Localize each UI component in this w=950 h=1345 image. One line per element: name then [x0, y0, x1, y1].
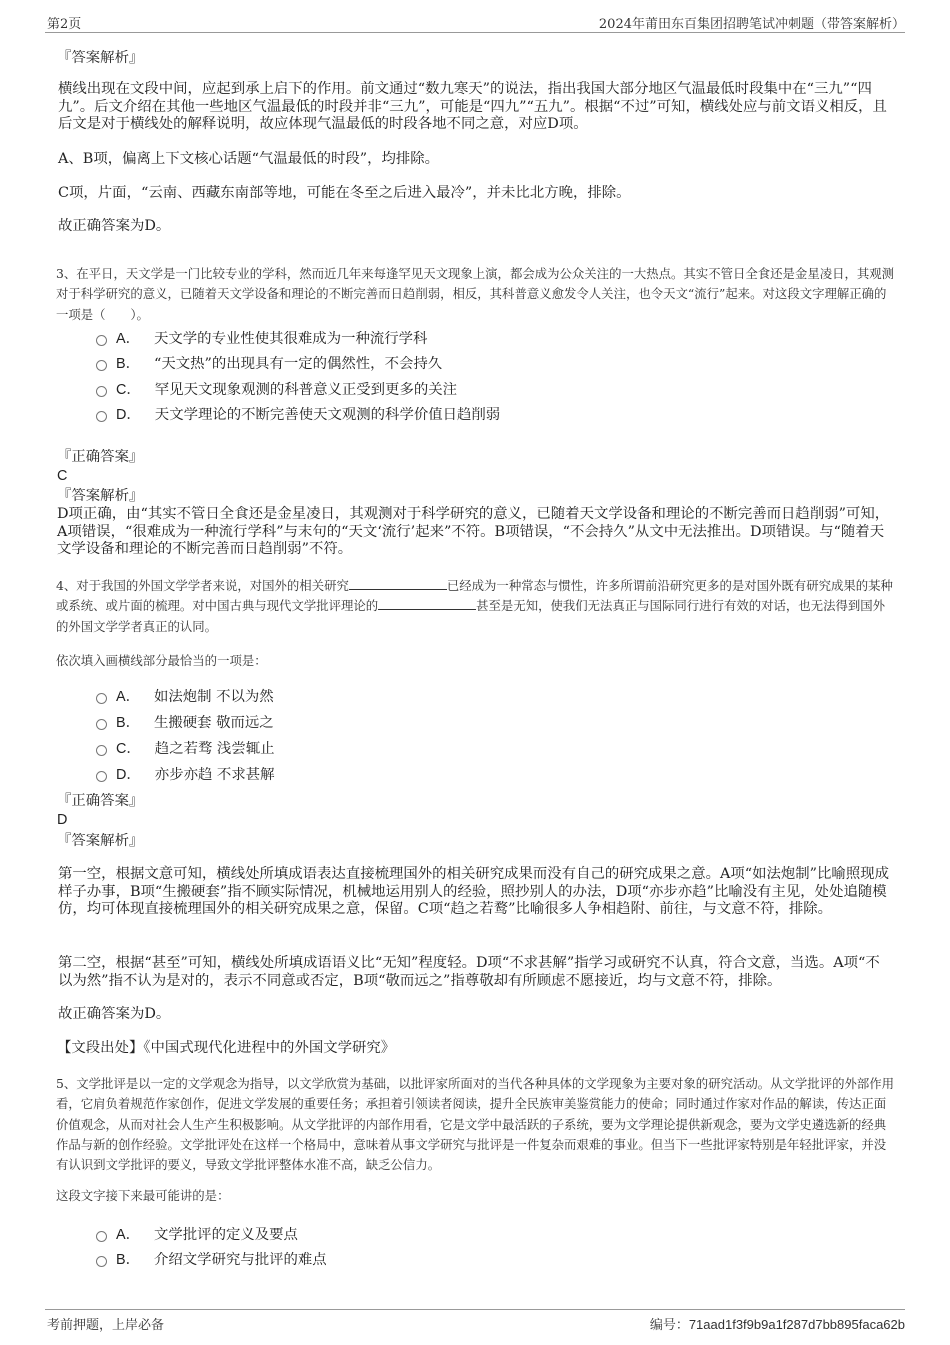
- q3-option-a[interactable]: A． 天文学的专业性使其很难成为一种流行学科: [96, 330, 427, 348]
- header-rule: [45, 32, 905, 33]
- q3-option-d[interactable]: D． 天文学理论的不断完善使天文观测的科学价值日趋削弱: [96, 406, 500, 424]
- q4-option-b[interactable]: B． 生搬硬套 敬而远之: [96, 714, 274, 732]
- radio-icon[interactable]: [96, 771, 107, 782]
- analysis-paragraph: C项，片面，“云南、西藏东南部等地，可能在冬至之后进入最冷”，并未比北方晚，排除。: [58, 185, 631, 201]
- radio-icon[interactable]: [96, 360, 107, 371]
- page-number: 第2页: [47, 17, 82, 32]
- source-citation: 【文段出处】《中国式现代化进程中的外国文学研究》: [57, 1040, 396, 1056]
- analysis-paragraph: D项正确，由“其实不管日全食还是金星凌日，其观测对于科学研究的意义，已随着天文学设备和理论的不断完善而日趋削弱”可知，A项错误，“很难成为一种流行学科”与末句的“天文‘流行’起来”不符。B项错误，“不会持久”从文中无法推出。D项错误。与“随着天文学设备和理论的不断完善而日趋削弱”不符。: [57, 506, 890, 558]
- document-title: 2024年莆田东百集团招聘笔试冲刺题（带答案解析）: [598, 17, 905, 32]
- question-3-stem: 3、在平日，天文学是一门比较专业的学科，然而近几年来每逢罕见天文现象上演，都会成为公众关注的一大热点。其实不管日全食还是金星凌日，其观测对于科学研究的意义，已随着天文学设备和理论的不断完善而日趋削弱，相反，其科普意义愈发令人关注，也令天文“流行”起来。对这段文字理解正确的一项是（ ）。: [56, 266, 895, 322]
- q5-option-b[interactable]: B． 介绍文学研究与批评的难点: [96, 1251, 327, 1269]
- analysis-paragraph: A、B项，偏离上下文核心话题“气温最低的时段”，均排除。: [58, 151, 440, 167]
- radio-icon[interactable]: [96, 1231, 107, 1242]
- q3-option-c[interactable]: C． 罕见天文现象观测的科普意义正受到更多的关注: [96, 381, 457, 399]
- analysis-label: 『答案解析』: [57, 50, 144, 66]
- correct-answer: D: [57, 812, 68, 828]
- analysis-paragraph: 第二空，根据“甚至”可知，横线处所填成语语义比“无知”程度轻。D项“不求甚解”指学习或研究不认真，符合文意，当选。A项“不以为然”指不认为是对的，表示不同意或否定，B项“敬而远之”指尊敬却有所顾虑不愿接近，均与文意不符，排除。: [58, 955, 880, 989]
- radio-icon[interactable]: [96, 335, 107, 346]
- question-4-prompt: 依次填入画横线部分最恰当的一项是：: [56, 653, 267, 668]
- question-5-stem: 5、文学批评是以一定的文学观念为指导，以文学欣赏为基础，以批评家所面对的当代各种具体的文学现象为主要对象的研究活动。从文学批评的外部作用看，它肩负着规范作家创作，促进文学发展的重要任务；承担着引领读者阅读，提升全民族审美鉴赏能力的使命；同时通过作家对作品的解读，传达正面价值观念，从而对社会人生产生积极影响。从文学批评的内部作用看，它是文学中最活跃的子系统，要为文学理论提供新观念，要为文学史遴选新的经典作品与新的创作经验。文学批评处在这样一个格局中，意味着从事文学研究与批评是一件复杂而艰难的事业。但当下一些批评家特别是年轻批评家，并没有认识到文学批评的要义，导致文学批评整体水准不高，缺乏公信力。: [56, 1076, 895, 1173]
- analysis-paragraph: 横线出现在文段中间，应起到承上启下的作用。前文通过“数九寒天”的说法，指出我国大部分地区气温最低时段集中在“三九”“四九”。后文介绍在其他一些地区气温最低的时段并非“三九”，可能是“四九”“五九”。根据“不过”可知，横线处应与前文语义相反，且后文是对于横线处的解释说明，故应体现气温最低的时段各地不同之意，对应D项。: [58, 81, 887, 133]
- radio-icon[interactable]: [96, 745, 107, 756]
- radio-icon[interactable]: [96, 1256, 107, 1267]
- footer-slogan: 考前押题，上岸必备: [47, 1318, 165, 1333]
- radio-icon[interactable]: [96, 411, 107, 422]
- q5-option-a[interactable]: A． 文学批评的定义及要点: [96, 1226, 298, 1244]
- radio-icon[interactable]: [96, 719, 107, 730]
- correct-answer: C: [57, 468, 68, 484]
- analysis-paragraph: 第一空，根据文意可知，横线处所填成语表达直接梳理国外的相关研究成果而没有自己的研究成果之意。A项“如法炮制”比喻照现成样子办事，B项“生搬硬套”指不顾实际情况，机械地运用别人的经验，照抄别人的办法，D项“亦步亦趋”比喻没有主见，处处追随模仿，均可体现直接梳理国外的相关研究成果之意，保留。C项“趋之若鹜”比喻很多人争相趋附、前往，与文意不符，排除。: [58, 866, 889, 918]
- analysis-conclusion: 故正确答案为D。: [58, 218, 171, 234]
- radio-icon[interactable]: [96, 693, 107, 704]
- q4-option-c[interactable]: C． 趋之若骛 浅尝辄止: [96, 740, 275, 758]
- footer-rule: [45, 1309, 905, 1310]
- question-5-prompt: 这段文字接下来最可能讲的是：: [56, 1188, 230, 1203]
- analysis-conclusion: 故正确答案为D。: [58, 1006, 171, 1022]
- q3-option-b[interactable]: B． “天文热”的出现具有一定的偶然性，不会持久: [96, 355, 442, 373]
- analysis-label: 『答案解析』: [57, 488, 144, 504]
- fill-blank: [378, 596, 476, 610]
- question-4-stem: 4、对于我国的外国文学学者来说，对国外的相关研究 已经成为一种常态与惯性，许多所谓前沿研究更多的是对国外既有研究成果的某种或系统、或片面的梳理。对中国古典与现代文学批评理论的 甚至是无知，使我们无法真正与国际同行进行有效的对话，也无法得到国外的外国文学学者真正的认同。: [56, 578, 893, 634]
- document-code: 编号：71aad1f3f9b9a1f287d7bb895faca62b: [649, 1317, 905, 1333]
- radio-icon[interactable]: [96, 386, 107, 397]
- correct-answer-label: 『正确答案』: [57, 449, 144, 465]
- q4-option-a[interactable]: A． 如法炮制 不以为然: [96, 688, 274, 706]
- correct-answer-label: 『正确答案』: [57, 793, 144, 809]
- q4-option-d[interactable]: D． 亦步亦趋 不求甚解: [96, 766, 275, 784]
- fill-blank: [349, 576, 447, 590]
- analysis-label: 『答案解析』: [57, 833, 144, 849]
